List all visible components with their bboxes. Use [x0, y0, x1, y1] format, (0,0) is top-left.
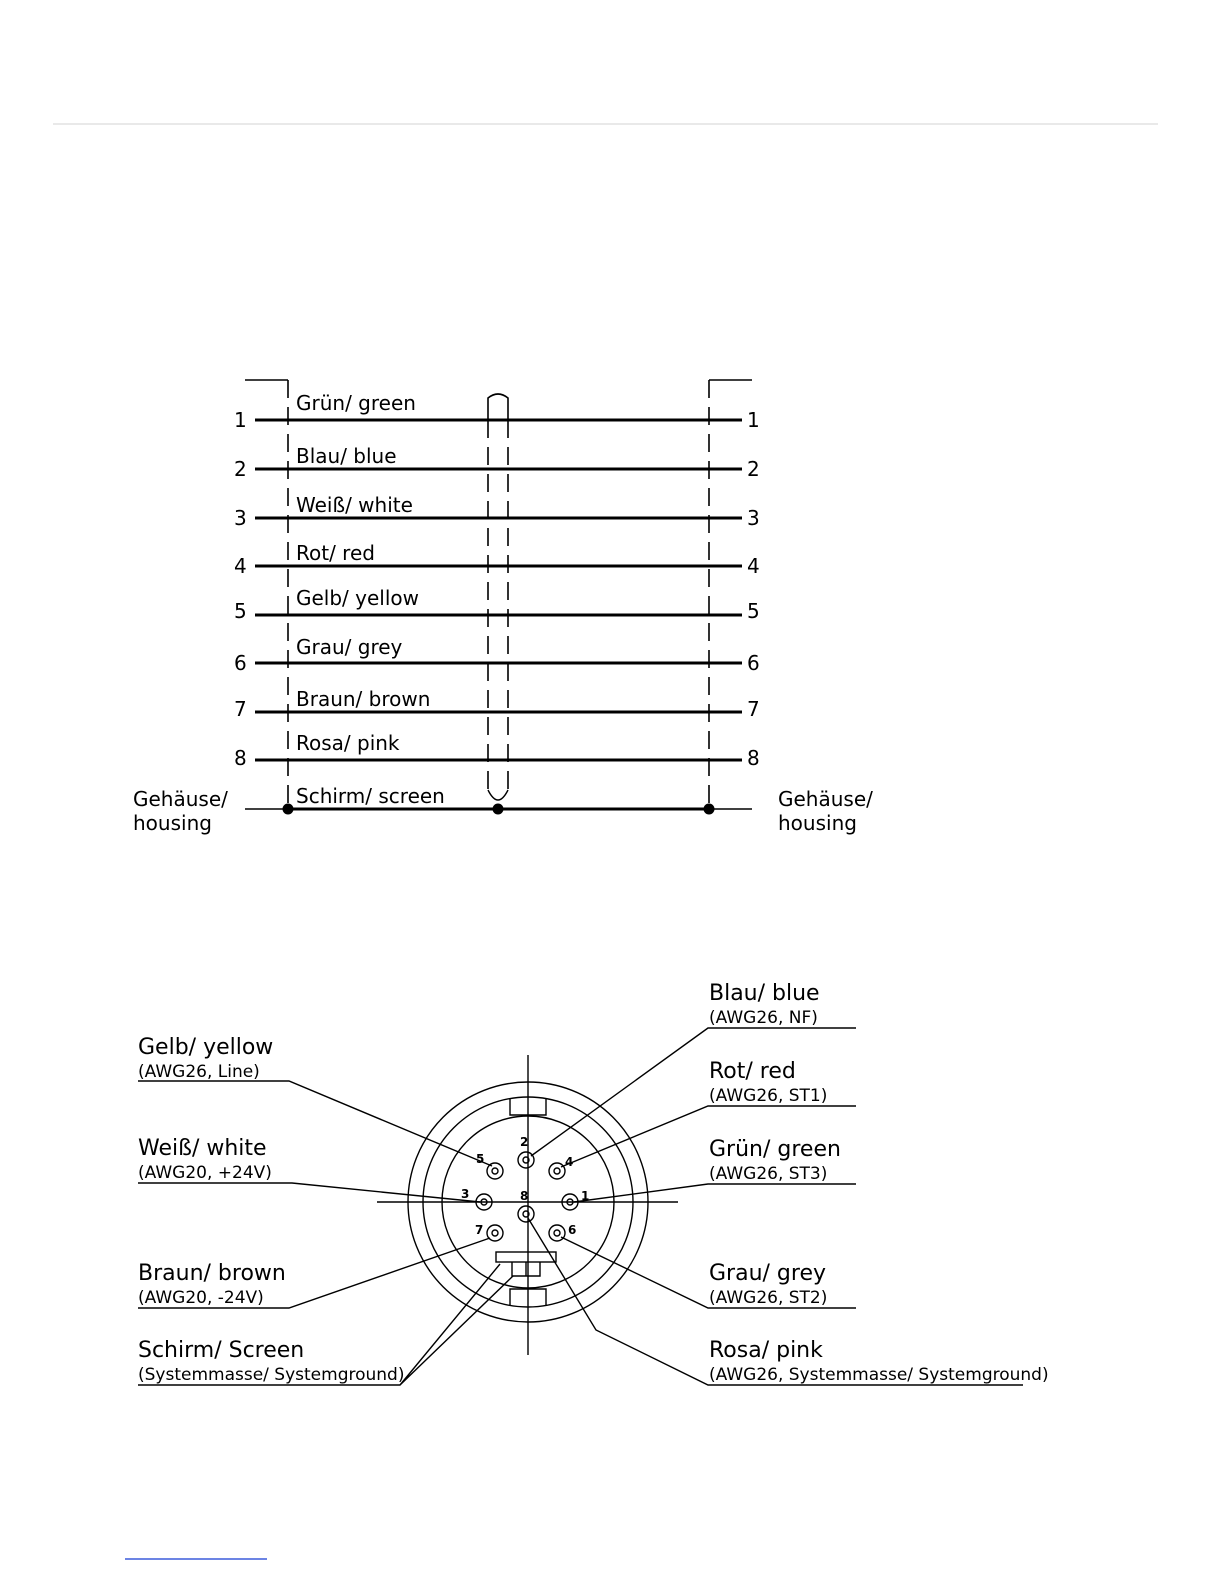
wiring-schematic	[133, 380, 873, 835]
label-red-name: Rot/ red	[709, 1059, 796, 1084]
pin-number: 3	[461, 1187, 470, 1201]
pin-8	[518, 1189, 534, 1222]
pin-number: 5	[476, 1152, 485, 1166]
screen-tab-lug	[512, 1262, 540, 1276]
label-white-name: Weiß/ white	[138, 1136, 267, 1161]
label-green-spec: (AWG26, ST3)	[709, 1164, 828, 1184]
pin-number: 8	[520, 1189, 529, 1203]
wire-pin-left: 7	[234, 697, 247, 721]
wire-pin-left: 5	[234, 599, 247, 623]
wire-pin-left: 6	[234, 651, 247, 675]
junction-dot	[283, 804, 294, 815]
wire-pin-left: 4	[234, 554, 247, 578]
wire-pin-right: 2	[747, 457, 760, 481]
shield-top-cap	[488, 394, 508, 420]
housing-left-line1: Gehäuse/	[133, 787, 228, 811]
wire-pin-right: 3	[747, 506, 760, 530]
wire-pin-left: 8	[234, 746, 247, 770]
wire-label: Grau/ grey	[296, 635, 403, 659]
wire-8	[234, 731, 760, 770]
housing-right-line1: Gehäuse/	[778, 787, 873, 811]
label-yellow-spec: (AWG26, Line)	[138, 1062, 260, 1082]
label-grey-spec: (AWG26, ST2)	[709, 1288, 828, 1308]
wire-pin-left: 1	[234, 408, 247, 432]
label-grey-name: Grau/ grey	[709, 1261, 827, 1286]
wire-label: Gelb/ yellow	[296, 586, 419, 610]
wire-label: Grün/ green	[296, 391, 416, 415]
screen-tab	[496, 1252, 556, 1262]
wire-4	[234, 541, 760, 578]
label-brown-name: Braun/ brown	[138, 1261, 286, 1286]
label-blue-spec: (AWG26, NF)	[709, 1008, 818, 1028]
pin-number: 7	[475, 1223, 484, 1237]
label-screen-name: Schirm/ Screen	[138, 1338, 305, 1363]
pin-number: 2	[520, 1135, 529, 1149]
wire-label: Blau/ blue	[296, 444, 397, 468]
wire-label: Braun/ brown	[296, 687, 431, 711]
wire-pin-right: 4	[747, 554, 760, 578]
wire-pin-left: 3	[234, 506, 247, 530]
wire-pin-right: 6	[747, 651, 760, 675]
screen-label: Schirm/ screen	[296, 784, 445, 808]
pin-number: 4	[565, 1155, 574, 1169]
housing-left-line2: housing	[133, 811, 212, 835]
wire-pin-left: 2	[234, 457, 247, 481]
pin-number: 1	[581, 1189, 590, 1203]
label-blue-name: Blau/ blue	[709, 981, 820, 1006]
pin-3	[461, 1187, 492, 1210]
pin-1	[562, 1189, 589, 1210]
pin-2	[518, 1135, 534, 1168]
junction-dot	[704, 804, 715, 815]
label-red-spec: (AWG26, ST1)	[709, 1086, 828, 1106]
pin-number: 6	[568, 1223, 577, 1237]
label-yellow-name: Gelb/ yellow	[138, 1035, 274, 1060]
wire-pin-right: 7	[747, 697, 760, 721]
screen-wire	[245, 784, 752, 815]
wire-label: Rot/ red	[296, 541, 375, 565]
label-pink-spec: (AWG26, Systemmasse/ Systemground)	[709, 1365, 1049, 1385]
wire-pin-right: 8	[747, 746, 760, 770]
junction-dot	[493, 804, 504, 815]
wire-5	[234, 586, 760, 623]
wire-1	[234, 391, 760, 432]
wire-pin-right: 1	[747, 408, 760, 432]
label-brown-spec: (AWG20, -24V)	[138, 1288, 264, 1308]
connector-face	[138, 981, 1049, 1385]
label-screen-spec: (Systemmasse/ Systemground)	[138, 1365, 405, 1385]
shield-bottom-cap	[488, 790, 508, 800]
wire-3	[234, 493, 760, 530]
label-pink-name: Rosa/ pink	[709, 1338, 823, 1363]
wire-pin-right: 5	[747, 599, 760, 623]
wire-6	[234, 635, 760, 675]
label-white-spec: (AWG20, +24V)	[138, 1163, 272, 1183]
housing-right-line2: housing	[778, 811, 857, 835]
wire-label: Rosa/ pink	[296, 731, 400, 755]
wire-label: Weiß/ white	[296, 493, 413, 517]
wire-7	[234, 687, 760, 721]
wire-2	[234, 444, 760, 481]
label-green-name: Grün/ green	[709, 1137, 841, 1162]
